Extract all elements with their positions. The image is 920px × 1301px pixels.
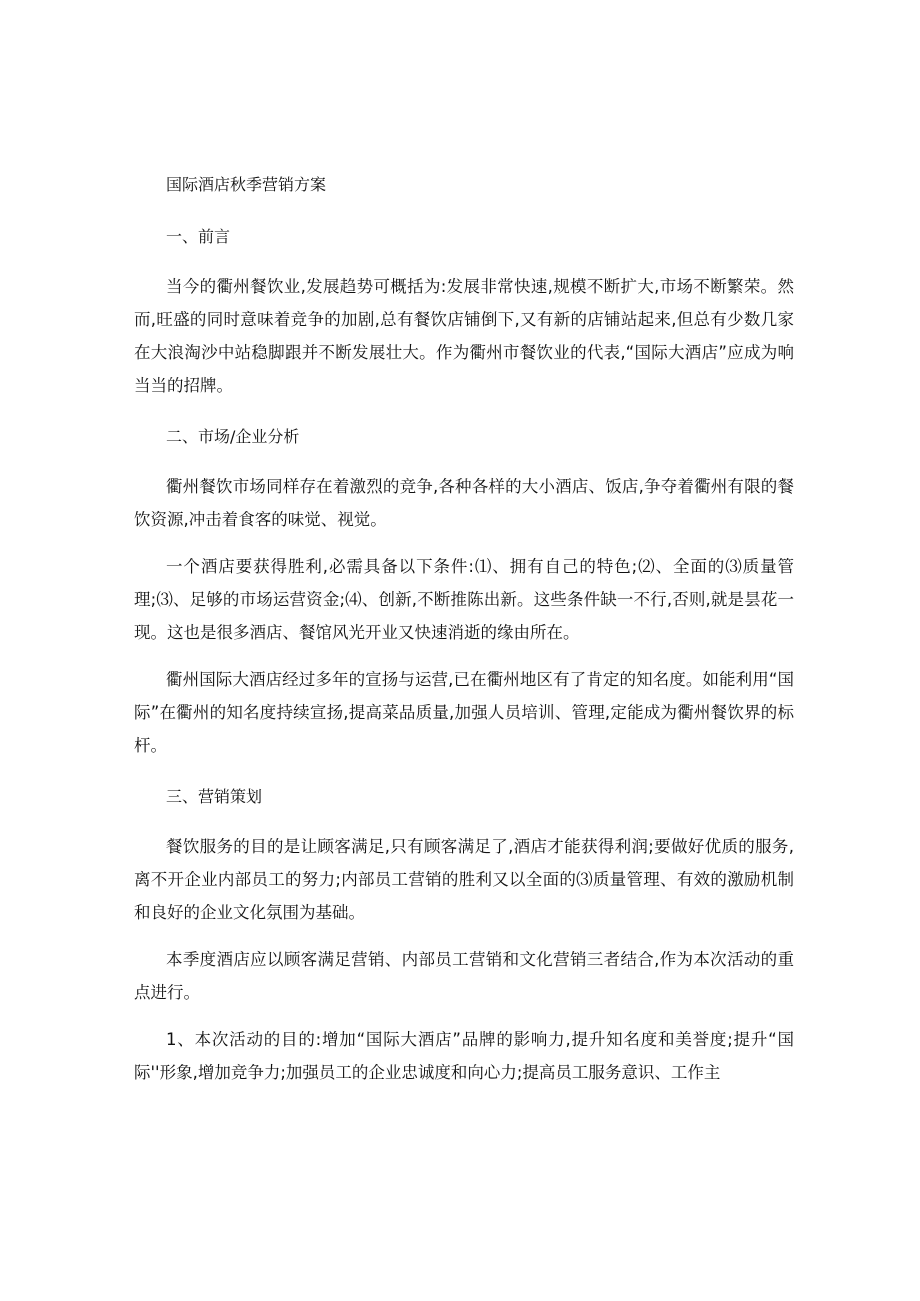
paragraph-plan-3: 1、本次活动的目的:增加“国际大酒店”品牌的影响力,提升知名度和美誉度;提升“国际''形象,增加竞争力;加强员工的企业忠诚度和向心力;提高员工服务意识、工作主 [134,1030,794,1082]
paragraph-market-3: 衢州国际大酒店经过多年的宣扬与运营,已在衢州地区有了肯定的知名度。如能利用“国际”在衢州的知名度持续宣扬,提高菜品质量,加强人员培训、管理,定能成为衢州餐饮界的标杆。 [134,670,794,755]
document-title: 国际酒店秋季营销方案 [166,175,327,194]
paragraph-market-2: 一个酒店要获得胜利,必需具备以下条件:⑴、拥有自己的特色;⑵、全面的⑶质量管理;⑶、足够的市场运营资金;⑷、创新,不断推陈出新。这些条件缺一不行,否则,就是昙花一现。这也是很多酒店、餐馆风光开业又快速消逝的缘由所在。 [134,557,794,642]
section-heading-market-analysis: 二、市场/企业分析 [166,427,300,446]
paragraph-plan-1: 餐饮服务的目的是让顾客满足,只有顾客满足了,酒店才能获得利润;要做好优质的服务,离不开企业内部员工的努力;内部员工营销的胜利又以全面的⑶质量管理、有效的激励机制和良好的企业文化氛围为基础。 [134,837,794,922]
paragraph-plan-2: 本季度酒店应以顾客满足营销、内部员工营销和文化营销三者结合,作为本次活动的重点进行。 [134,950,794,1002]
section-heading-preface: 一、前言 [166,227,231,246]
document-body [134,164,794,1089]
section-heading-marketing-plan: 三、营销策划 [166,787,263,806]
paragraph-market-1: 衢州餐饮市场同样存在着激烈的竞争,各种各样的大小酒店、饭店,争夺着衢州有限的餐饮资源,冲击着食客的味觉、视觉。 [134,477,794,529]
paragraph-preface-1: 当今的衢州餐饮业,发展趋势可概括为:发展非常快速,规模不断扩大,市场不断繁荣。然而,旺盛的同时意味着竞争的加剧,总有餐饮店铺倒下,又有新的店铺站起来,但总有少数几家在大浪淘沙中站稳脚跟并不断发展壮大。作为衢州市餐饮业的代表,“国际大酒店”应成为响当当的招牌。 [134,277,794,395]
